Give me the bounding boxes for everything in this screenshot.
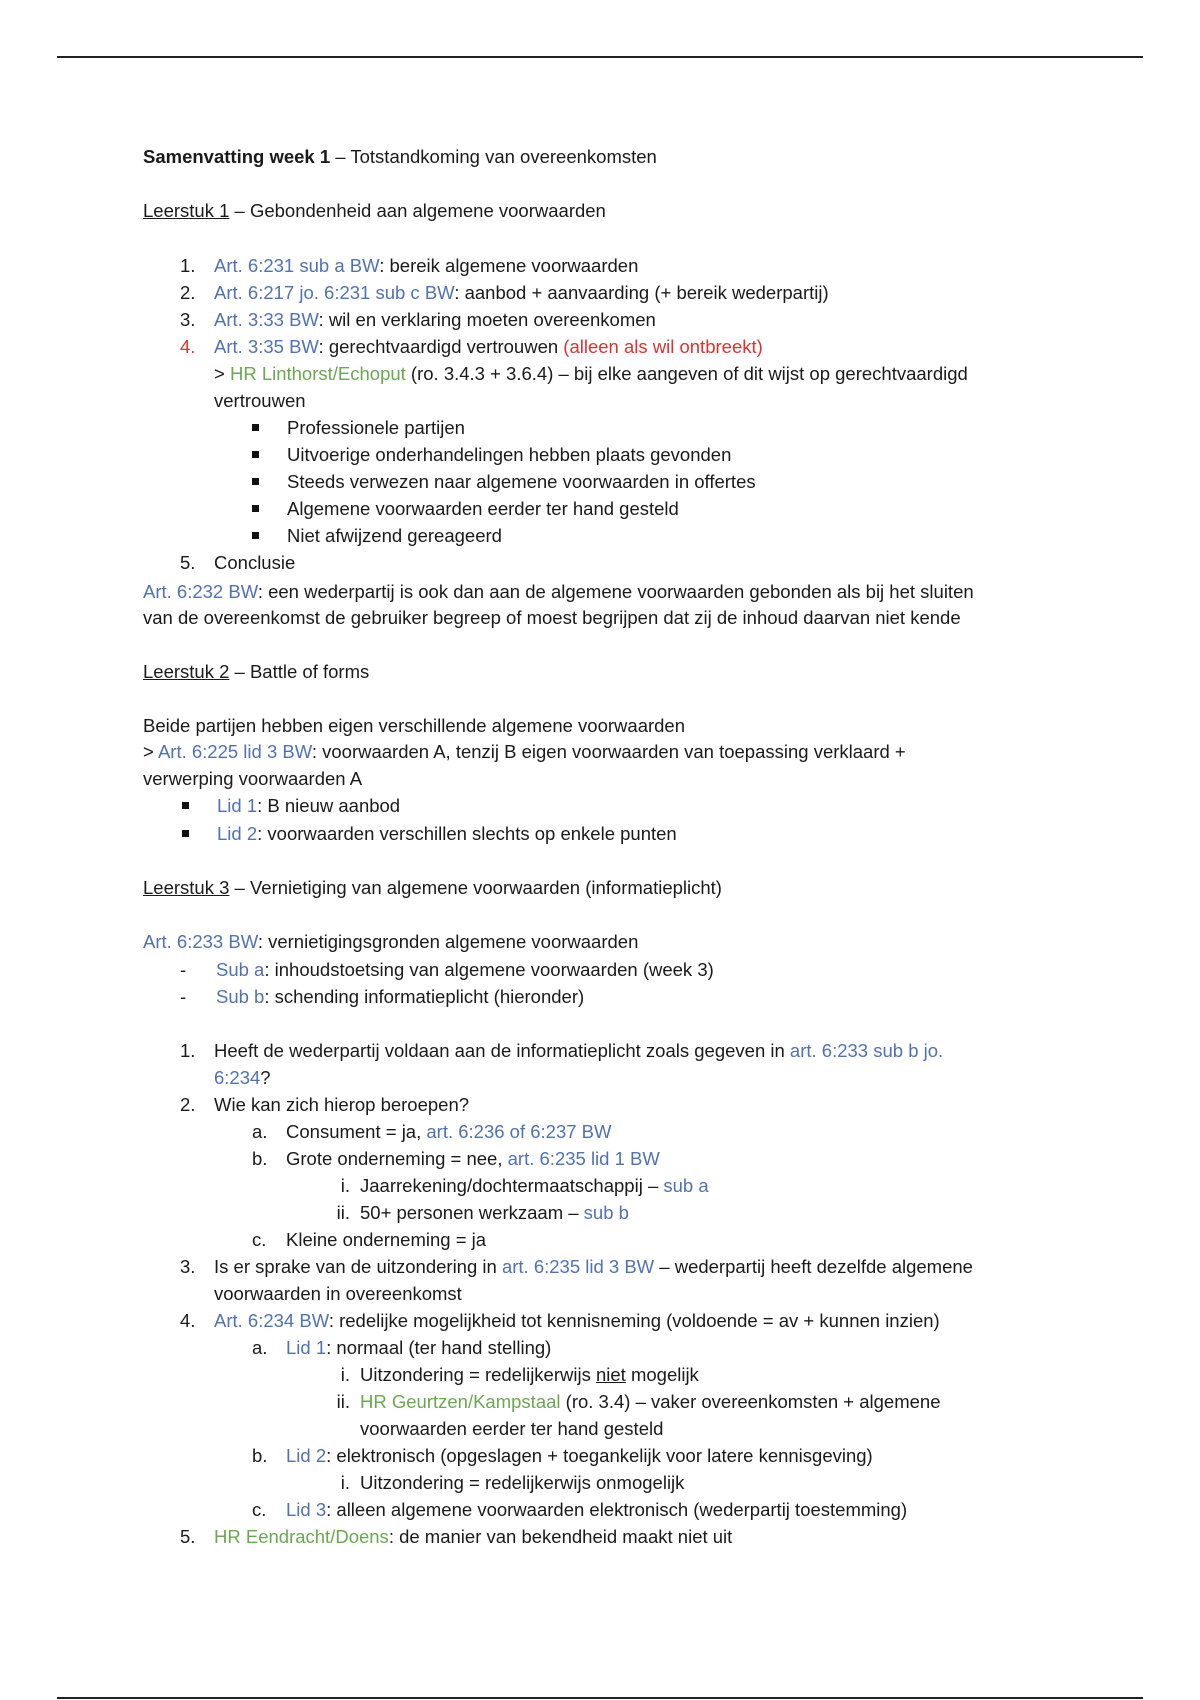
section-heading-1: Leerstuk 1 – Gebondenheid aan algemene voorwaarden — [143, 200, 606, 221]
sub-item: a. Consument = ja, art. 6:236 of 6:237 BW — [252, 1121, 612, 1142]
list-item: 3. Is er sprake van de uitzondering in art. 6:235 lid 3 BW – wederpartij heeft dezelfde algemene — [180, 1256, 973, 1277]
sub-item: c. Kleine onderneming = ja — [252, 1229, 487, 1250]
paragraph: > Art. 6:225 lid 3 BW: voorwaarden A, tenzij B eigen voorwaarden van toepassing verklaard + — [143, 741, 906, 762]
bullet-item: Uitvoerige onderhandelingen hebben plaats gevonden — [252, 442, 731, 468]
sub-sub-item: ii. HR Geurtzen/Kampstaal (ro. 3.4) – vaker overeenkomsten + algemene — [336, 1391, 941, 1412]
page-title: Samenvatting week 1 – Totstandkoming van overeenkomsten — [143, 146, 657, 167]
dash-item: - Sub a: inhoudstoetsing van algemene voorwaarden (week 3) — [180, 959, 714, 980]
bullet-icon — [252, 478, 259, 485]
bullet-item: Lid 1: B nieuw aanbod — [182, 793, 400, 819]
list-item: 5. Conclusie — [180, 552, 296, 573]
paragraph-cont: van de overeenkomst de gebruiker begreep of moest begrijpen dat zij de inhoud daarvan niet kende — [143, 607, 961, 628]
bullet-icon — [182, 802, 189, 809]
list-item: 2. Wie kan zich hierop beroepen? — [180, 1094, 470, 1115]
list-item-cont: voorwaarden in overeenkomst — [214, 1283, 462, 1304]
paragraph: Art. 6:232 BW: een wederpartij is ook dan aan de algemene voorwaarden gebonden als bij het sluiten — [143, 581, 974, 602]
sub-item: b. Grote onderneming = nee, art. 6:235 lid 1 BW — [252, 1148, 660, 1169]
sub-sub-item: ii. 50+ personen werkzaam – sub b — [336, 1202, 629, 1223]
list-item: 4. Art. 6:234 BW: redelijke mogelijkheid tot kennisneming (voldoende = av + kunnen inzien) — [180, 1310, 940, 1331]
sub-item: b. Lid 2: elektronisch (opgeslagen + toegankelijk voor latere kennisgeving) — [252, 1445, 873, 1466]
case-reference-cont: vertrouwen — [214, 390, 306, 411]
footer-rule — [57, 1697, 1143, 1699]
paragraph: Art. 6:233 BW: vernietigingsgronden algemene voorwaarden — [143, 931, 639, 952]
sub-sub-item: i. Jaarrekening/dochtermaatschappij – sub a — [340, 1175, 709, 1196]
bullet-item: Steeds verwezen naar algemene voorwaarden in offertes — [252, 469, 756, 495]
paragraph: Beide partijen hebben eigen verschillende algemene voorwaarden — [143, 715, 686, 736]
list-item: 5. HR Eendracht/Doens: de manier van bekendheid maakt niet uit — [180, 1526, 733, 1547]
section-heading-2: Leerstuk 2 – Battle of forms — [143, 661, 370, 682]
bullet-item: Lid 2: voorwaarden verschillen slechts op enkele punten — [182, 821, 677, 847]
list-item: 2. Art. 6:217 jo. 6:231 sub c BW: aanbod + aanvaarding (+ bereik wederpartij) — [180, 282, 829, 303]
list-item-cont: 6:234? — [214, 1067, 271, 1088]
sub-sub-item: i. Uitzondering = redelijkerwijs niet mogelijk — [340, 1364, 699, 1385]
list-item: 3. Art. 3:33 BW: wil en verklaring moeten overeenkomen — [180, 309, 656, 330]
list-item: 1. Art. 6:231 sub a BW: bereik algemene voorwaarden — [180, 255, 639, 276]
header-rule — [57, 56, 1143, 58]
bullet-icon — [252, 505, 259, 512]
bullet-item: Professionele partijen — [252, 415, 465, 441]
list-item: 1. Heeft de wederpartij voldaan aan de informatieplicht zoals gegeven in art. 6:233 sub b jo. — [180, 1040, 944, 1061]
dash-item: - Sub b: schending informatieplicht (hieronder) — [180, 986, 585, 1007]
paragraph-cont: verwerping voorwaarden A — [143, 768, 363, 789]
bullet-item: Niet afwijzend gereageerd — [252, 523, 502, 549]
bullet-item: Algemene voorwaarden eerder ter hand gesteld — [252, 496, 679, 522]
bullet-icon — [252, 424, 259, 431]
sub-sub-item-cont: voorwaarden eerder ter hand gesteld — [360, 1418, 664, 1439]
bullet-icon — [252, 532, 259, 539]
section-heading-3: Leerstuk 3 – Vernietiging van algemene voorwaarden (informatieplicht) — [143, 877, 722, 898]
sub-item: c. Lid 3: alleen algemene voorwaarden elektronisch (wederpartij toestemming) — [252, 1499, 908, 1520]
sub-sub-item: i. Uitzondering = redelijkerwijs onmogelijk — [340, 1472, 685, 1493]
case-reference: > HR Linthorst/Echoput (ro. 3.4.3 + 3.6.4) – bij elke aangeven of dit wijst op gerechtvaardigd — [214, 363, 968, 384]
list-item: 4. Art. 3:35 BW: gerechtvaardigd vertrouwen (alleen als wil ontbreekt) — [180, 336, 763, 357]
sub-item: a. Lid 1: normaal (ter hand stelling) — [252, 1337, 552, 1358]
bullet-icon — [252, 451, 259, 458]
bullet-icon — [182, 830, 189, 837]
